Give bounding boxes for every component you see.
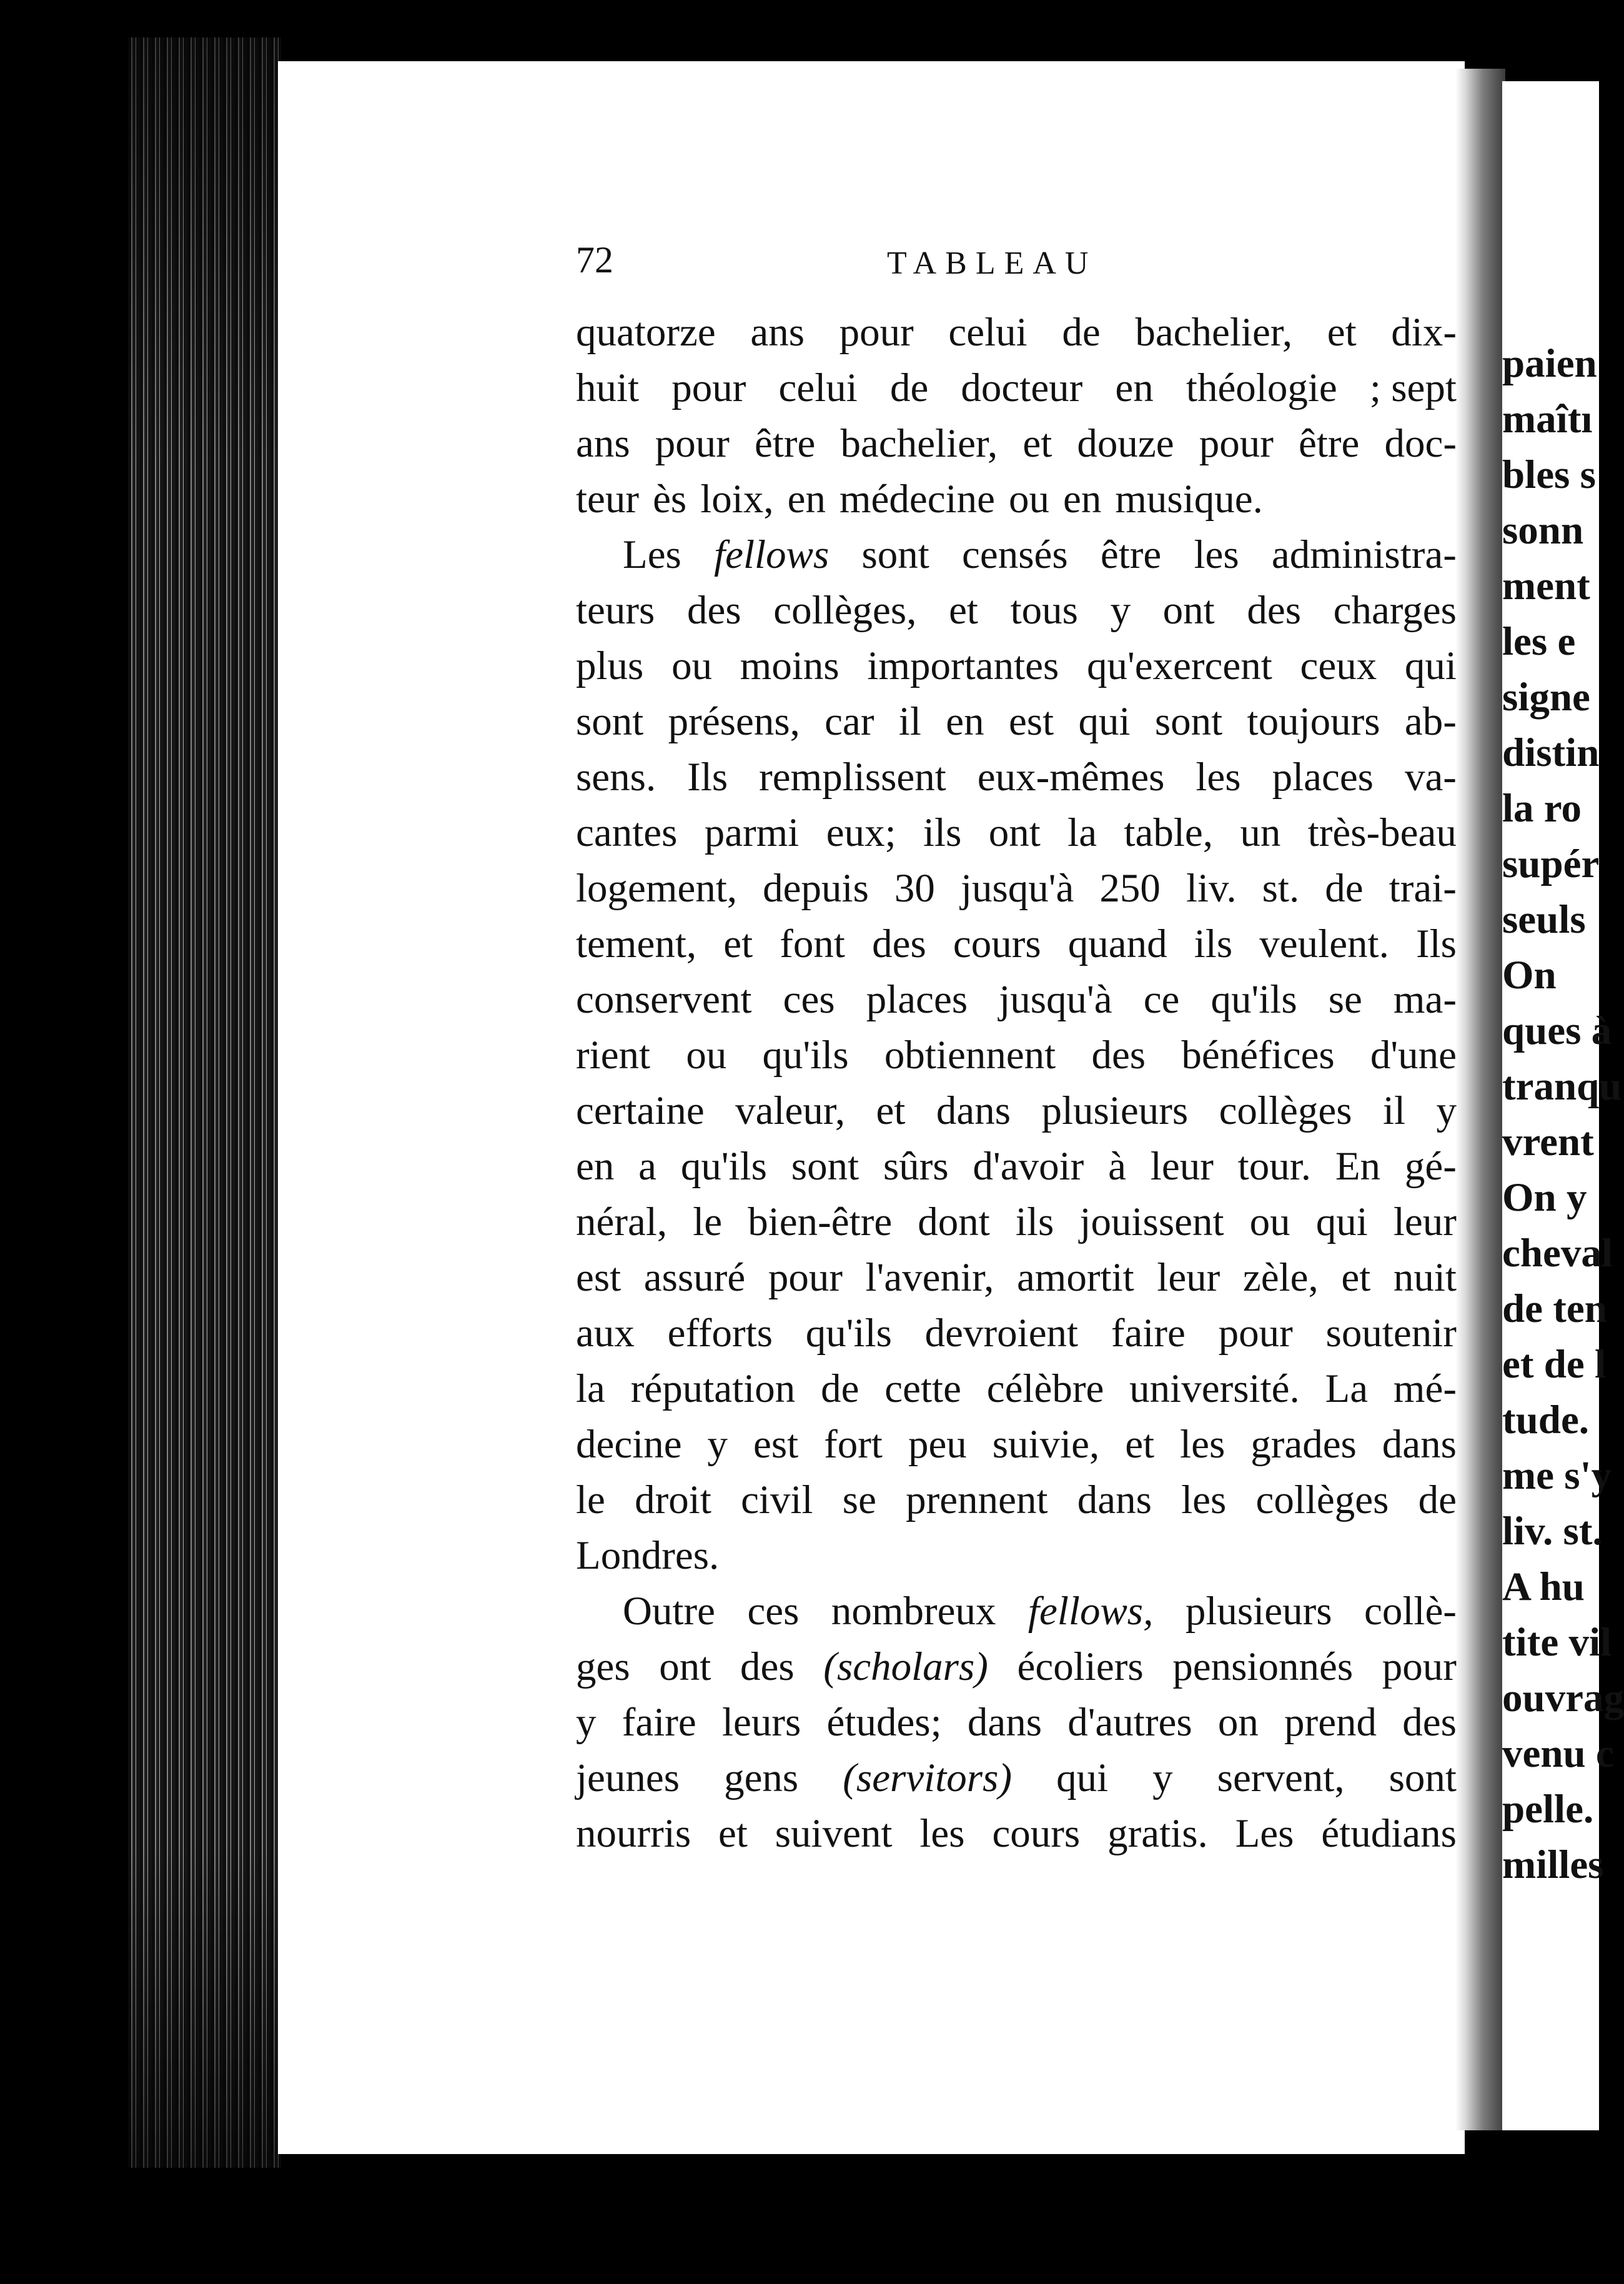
- word: qui: [1056, 1755, 1109, 1800]
- word: d'avoir: [973, 1144, 1084, 1189]
- word: se: [842, 1477, 876, 1522]
- word: d'autres: [1067, 1700, 1192, 1745]
- word: et: [1125, 1422, 1155, 1467]
- word: conservent: [576, 977, 752, 1022]
- word: cette: [884, 1366, 961, 1411]
- word: de: [1062, 310, 1101, 355]
- text-line: [576, 1361, 1457, 1417]
- word: ont: [988, 810, 1041, 855]
- word: peu: [908, 1422, 967, 1467]
- text-line: [576, 1083, 1457, 1139]
- word: en: [787, 477, 826, 522]
- word: on: [1217, 1700, 1259, 1745]
- word: cantes: [576, 810, 678, 855]
- word: La: [1325, 1366, 1369, 1411]
- word: en: [1062, 477, 1102, 522]
- word: les: [1181, 1477, 1227, 1522]
- word: toujours: [1247, 699, 1380, 744]
- word: qui: [1404, 643, 1457, 688]
- adjacent-page-line: pelle.: [1502, 1787, 1594, 1832]
- page-text: [576, 305, 1457, 1862]
- word: places: [1272, 755, 1374, 800]
- word: ab-: [1404, 699, 1457, 744]
- word: musique.: [1115, 477, 1263, 522]
- word: y: [1110, 588, 1131, 633]
- word: table,: [1124, 810, 1213, 855]
- word: théologie: [1186, 365, 1337, 410]
- word: tement,: [576, 921, 697, 966]
- word: quatorze: [576, 310, 716, 355]
- word: études;: [826, 1700, 942, 1745]
- word: teurs: [576, 588, 655, 633]
- word: qu'exercent: [1086, 643, 1272, 688]
- word: eux;: [826, 810, 896, 855]
- word: st.: [1262, 866, 1300, 911]
- word: efforts: [667, 1311, 773, 1356]
- word: médecine: [839, 477, 995, 522]
- word: a: [638, 1144, 657, 1189]
- word: prennent: [906, 1477, 1048, 1522]
- word: la: [576, 1366, 605, 1411]
- word: fellows,: [1027, 1589, 1154, 1634]
- word: ils: [1015, 1199, 1054, 1244]
- word: est: [1008, 699, 1054, 744]
- word: il: [898, 699, 921, 744]
- text-line: [576, 916, 1457, 972]
- text-line: [576, 861, 1457, 916]
- word: y: [707, 1422, 728, 1467]
- adjacent-page-line: On y: [1502, 1175, 1587, 1220]
- adjacent-page-line: venu c: [1502, 1731, 1614, 1776]
- text-line: [576, 1472, 1457, 1528]
- adjacent-page-line: milles: [1502, 1842, 1604, 1887]
- word: qu'ils: [805, 1311, 892, 1356]
- word: aux: [576, 1311, 635, 1356]
- word: plusieurs: [1185, 1589, 1332, 1634]
- word: leur: [1393, 1199, 1457, 1244]
- word: nombreux: [831, 1589, 996, 1634]
- word: devroient: [924, 1311, 1079, 1356]
- word: ges: [576, 1644, 630, 1689]
- word: être: [1100, 532, 1162, 577]
- word: qu'ils: [1211, 977, 1297, 1022]
- adjacent-page-line: les e: [1502, 619, 1576, 664]
- word: de: [1418, 1477, 1457, 1522]
- word: assuré: [643, 1255, 746, 1300]
- adjacent-page-line: paien: [1502, 341, 1597, 386]
- word: va-: [1404, 755, 1457, 800]
- word: obtiennent: [884, 1033, 1056, 1078]
- word: et: [1022, 421, 1052, 466]
- word: y: [1152, 1755, 1173, 1800]
- adjacent-page-line: A hu: [1502, 1564, 1585, 1609]
- word: 250: [1099, 866, 1161, 911]
- word: (scholars): [823, 1644, 988, 1689]
- adjacent-page: [1502, 81, 1624, 2130]
- word: de: [889, 365, 929, 410]
- word: être: [1298, 421, 1360, 466]
- adjacent-page-line: ment: [1502, 564, 1590, 608]
- adjacent-page-line: me s'y: [1502, 1453, 1612, 1498]
- word: fellows: [714, 532, 829, 577]
- adjacent-page-line: tite vil: [1502, 1620, 1612, 1665]
- word: bénéfices: [1181, 1033, 1335, 1078]
- word: et: [1341, 1255, 1371, 1300]
- word: pour: [1382, 1644, 1457, 1689]
- word: collè-: [1364, 1589, 1457, 1634]
- word: importantes: [867, 643, 1059, 688]
- word: des: [1091, 1033, 1146, 1078]
- word: ou: [1008, 477, 1049, 522]
- word: doc-: [1384, 421, 1457, 466]
- word: se: [1328, 977, 1362, 1022]
- word: docteur: [961, 365, 1083, 410]
- word: depuis: [763, 866, 869, 911]
- word: ont: [1162, 588, 1215, 633]
- adjacent-page-line: distin: [1502, 730, 1600, 775]
- word: sont: [1154, 699, 1223, 744]
- adjacent-page-line: vrent: [1502, 1120, 1594, 1164]
- word: loix,: [700, 477, 774, 522]
- word: en: [1115, 365, 1154, 410]
- word: est: [576, 1255, 621, 1300]
- text-line: [576, 360, 1457, 416]
- adjacent-page-line: On: [1502, 953, 1557, 998]
- word: sont: [861, 532, 929, 577]
- word: les: [1194, 532, 1239, 577]
- word: un: [1240, 810, 1281, 855]
- adjacent-page-line: liv. st.: [1502, 1509, 1603, 1554]
- text-line: [576, 1194, 1457, 1250]
- adjacent-page-line: signe: [1502, 675, 1590, 720]
- word: Ils: [687, 755, 728, 800]
- text-line: [576, 1750, 1457, 1806]
- adjacent-page-line: maîtı: [1502, 397, 1593, 442]
- word: néral,: [576, 1199, 668, 1244]
- word: faire: [621, 1700, 696, 1745]
- adjacent-page-line: tude.: [1502, 1398, 1590, 1442]
- word: ès: [653, 477, 687, 522]
- text-line: [576, 1806, 1457, 1862]
- word: droit: [635, 1477, 711, 1522]
- word: amortit: [1016, 1255, 1134, 1300]
- running-title: TABLEAU: [887, 246, 1097, 281]
- word: celui: [948, 310, 1027, 355]
- word: bien-être: [748, 1199, 893, 1244]
- word: valeur,: [735, 1088, 846, 1133]
- word: ont: [659, 1644, 711, 1689]
- adjacent-page-line: ques à: [1502, 1008, 1612, 1053]
- adjacent-page-line: et de l: [1502, 1342, 1607, 1387]
- adjacent-page-line: seuls: [1502, 897, 1586, 942]
- word: ceux: [1300, 643, 1377, 688]
- text-line: [576, 750, 1457, 805]
- word: ou: [686, 1033, 727, 1078]
- word: il: [1382, 1088, 1406, 1133]
- word: gens: [724, 1755, 799, 1800]
- word: des: [686, 588, 741, 633]
- word: pour: [1199, 421, 1274, 466]
- word: servent,: [1217, 1755, 1345, 1800]
- adjacent-page-line: bles s: [1502, 452, 1596, 497]
- text-line: [576, 1028, 1457, 1083]
- word: censés: [962, 532, 1068, 577]
- adjacent-page-line: sonn: [1502, 508, 1584, 553]
- word: être: [755, 421, 816, 466]
- word: réputation: [630, 1366, 796, 1411]
- word: d'une: [1370, 1033, 1457, 1078]
- word: Ils: [1415, 921, 1457, 966]
- word: leur: [1150, 1144, 1214, 1189]
- word: pour: [839, 310, 914, 355]
- word: le: [693, 1199, 723, 1244]
- word: ma-: [1393, 977, 1457, 1022]
- word: grades: [1250, 1422, 1357, 1467]
- word: de: [1325, 866, 1364, 911]
- word: nuit: [1393, 1255, 1457, 1300]
- word: qu'ils: [762, 1033, 849, 1078]
- adjacent-page-line: de ten: [1502, 1286, 1607, 1331]
- word: et: [718, 1811, 748, 1856]
- book-edge-shadow: [128, 37, 281, 2168]
- word: écoliers: [1017, 1644, 1144, 1689]
- text-line: [576, 1250, 1457, 1306]
- word: gé-: [1404, 1144, 1457, 1189]
- word: ou: [671, 643, 713, 688]
- word: nourris: [576, 1811, 691, 1856]
- word: célèbre: [986, 1366, 1104, 1411]
- text-line: [576, 1139, 1457, 1194]
- word: le: [576, 1477, 605, 1522]
- word: Londres.: [576, 1533, 720, 1578]
- word: Outre: [623, 1589, 715, 1634]
- word: eux-mêmes: [977, 755, 1165, 800]
- word: leur: [1157, 1255, 1220, 1300]
- word: huit: [576, 365, 640, 410]
- word: l'avenir,: [865, 1255, 994, 1300]
- word: celui: [778, 365, 858, 410]
- text-line: [576, 1528, 1457, 1584]
- word: Les: [623, 532, 681, 577]
- word: jusqu'à: [960, 866, 1074, 911]
- word: dix-: [1391, 310, 1457, 355]
- page-number: 72: [576, 239, 613, 281]
- word: en: [576, 1144, 615, 1189]
- word: pour: [768, 1255, 843, 1300]
- word: font: [780, 921, 845, 966]
- word: collèges: [1255, 1477, 1389, 1522]
- word: jeunes: [576, 1755, 680, 1800]
- text-line: [576, 583, 1457, 638]
- word: prend: [1284, 1700, 1377, 1745]
- word: rient: [576, 1033, 651, 1078]
- word: jusqu'à: [999, 977, 1112, 1022]
- text-line: [576, 416, 1457, 472]
- word: douze: [1077, 421, 1174, 466]
- word: de: [821, 1366, 859, 1411]
- word: pour: [1218, 1311, 1293, 1356]
- word: liv.: [1186, 866, 1237, 911]
- word: fort: [824, 1422, 883, 1467]
- word: des: [872, 921, 926, 966]
- word: les: [1196, 755, 1241, 800]
- word: sûrs: [883, 1144, 949, 1189]
- word: plus: [576, 643, 644, 688]
- word: sont: [576, 699, 644, 744]
- word: et: [723, 921, 753, 966]
- text-line: [576, 305, 1457, 360]
- word: teur: [576, 477, 640, 522]
- word: les: [919, 1811, 965, 1856]
- word: Les: [1235, 1811, 1294, 1856]
- word: y: [576, 1700, 597, 1745]
- word: leurs: [721, 1700, 801, 1745]
- word: trai-: [1389, 866, 1457, 911]
- word: collèges: [1219, 1088, 1352, 1133]
- adjacent-page-line: ouvrag: [1502, 1676, 1624, 1720]
- text-line: [576, 972, 1457, 1028]
- word: gratis.: [1107, 1811, 1208, 1856]
- word: car: [824, 699, 874, 744]
- word: civil: [741, 1477, 813, 1522]
- word: ces: [783, 977, 835, 1022]
- adjacent-page-line: la ro: [1502, 786, 1582, 831]
- text-line: [576, 527, 1457, 583]
- word: collèges,: [773, 588, 917, 633]
- text-line: [576, 472, 1457, 527]
- text-line: [576, 694, 1457, 750]
- word: administra-: [1271, 532, 1457, 577]
- word: pensionnés: [1172, 1644, 1354, 1689]
- word: des: [740, 1644, 795, 1689]
- word: et: [949, 588, 978, 633]
- word: dans: [1077, 1477, 1152, 1522]
- text-line: [576, 1695, 1457, 1750]
- word: faire: [1111, 1311, 1186, 1356]
- word: qu'ils: [680, 1144, 767, 1189]
- adjacent-page-line: cheval: [1502, 1231, 1613, 1276]
- word: suivie,: [992, 1422, 1100, 1467]
- word: à: [1108, 1144, 1126, 1189]
- word: ans: [750, 310, 805, 355]
- word: les: [1180, 1422, 1225, 1467]
- word: la: [1067, 810, 1097, 855]
- word: zèle,: [1242, 1255, 1319, 1300]
- word: et: [1327, 310, 1357, 355]
- word: (servitors): [843, 1755, 1013, 1800]
- word: tour.: [1237, 1144, 1312, 1189]
- word: veulent.: [1259, 921, 1389, 966]
- word: places: [866, 977, 968, 1022]
- word: présens,: [668, 699, 800, 744]
- word: ils: [1194, 921, 1233, 966]
- word: bachelier,: [1135, 310, 1293, 355]
- word: dans: [1382, 1422, 1457, 1467]
- word: des: [1247, 588, 1301, 633]
- word: des: [1402, 1700, 1457, 1745]
- word: qui: [1078, 699, 1131, 744]
- word: cours: [992, 1811, 1081, 1856]
- word: dont: [918, 1199, 990, 1244]
- word: ou: [1249, 1199, 1290, 1244]
- text-line: [576, 1417, 1457, 1472]
- word: ce: [1143, 977, 1180, 1022]
- text-line: [576, 1639, 1457, 1695]
- word: sens.: [576, 755, 656, 800]
- word: pour: [655, 421, 730, 466]
- word: logement,: [576, 866, 738, 911]
- word: et: [876, 1088, 906, 1133]
- word: plusieurs: [1041, 1088, 1189, 1133]
- word: en: [946, 699, 984, 744]
- word: mé-: [1393, 1366, 1457, 1411]
- adjacent-page-line: tranqu: [1502, 1064, 1622, 1109]
- word: dans: [967, 1700, 1042, 1745]
- word: moins: [740, 643, 839, 688]
- word: ans: [576, 421, 630, 466]
- word: charges: [1333, 588, 1457, 633]
- word: decine: [576, 1422, 682, 1467]
- text-line: [576, 638, 1457, 694]
- word: très-beau: [1307, 810, 1457, 855]
- word: ; sept: [1369, 365, 1457, 410]
- word: certaine: [576, 1088, 705, 1133]
- word: remplissent: [759, 755, 946, 800]
- word: 30: [894, 866, 935, 911]
- word: soutenir: [1325, 1311, 1457, 1356]
- word: université.: [1129, 1366, 1300, 1411]
- word: jouissent: [1079, 1199, 1224, 1244]
- adjacent-page-line: supér: [1502, 842, 1600, 886]
- text-line: [576, 1584, 1457, 1639]
- word: tous: [1010, 588, 1078, 633]
- word: cours: [953, 921, 1041, 966]
- word: quand: [1067, 921, 1167, 966]
- word: parmi: [704, 810, 800, 855]
- word: qui: [1315, 1199, 1368, 1244]
- book-gutter-shadow: [1455, 69, 1505, 2130]
- word: étudians: [1321, 1811, 1457, 1856]
- word: En: [1335, 1144, 1381, 1189]
- word: pour: [671, 365, 746, 410]
- word: ces: [747, 1589, 800, 1634]
- text-line: [576, 1306, 1457, 1361]
- word: sont: [791, 1144, 859, 1189]
- word: suivent: [775, 1811, 893, 1856]
- word: sont: [1389, 1755, 1457, 1800]
- word: y: [1436, 1088, 1457, 1133]
- word: bachelier,: [840, 421, 998, 466]
- text-line: [576, 805, 1457, 861]
- word: ils: [923, 810, 962, 855]
- word: est: [753, 1422, 799, 1467]
- word: dans: [936, 1088, 1011, 1133]
